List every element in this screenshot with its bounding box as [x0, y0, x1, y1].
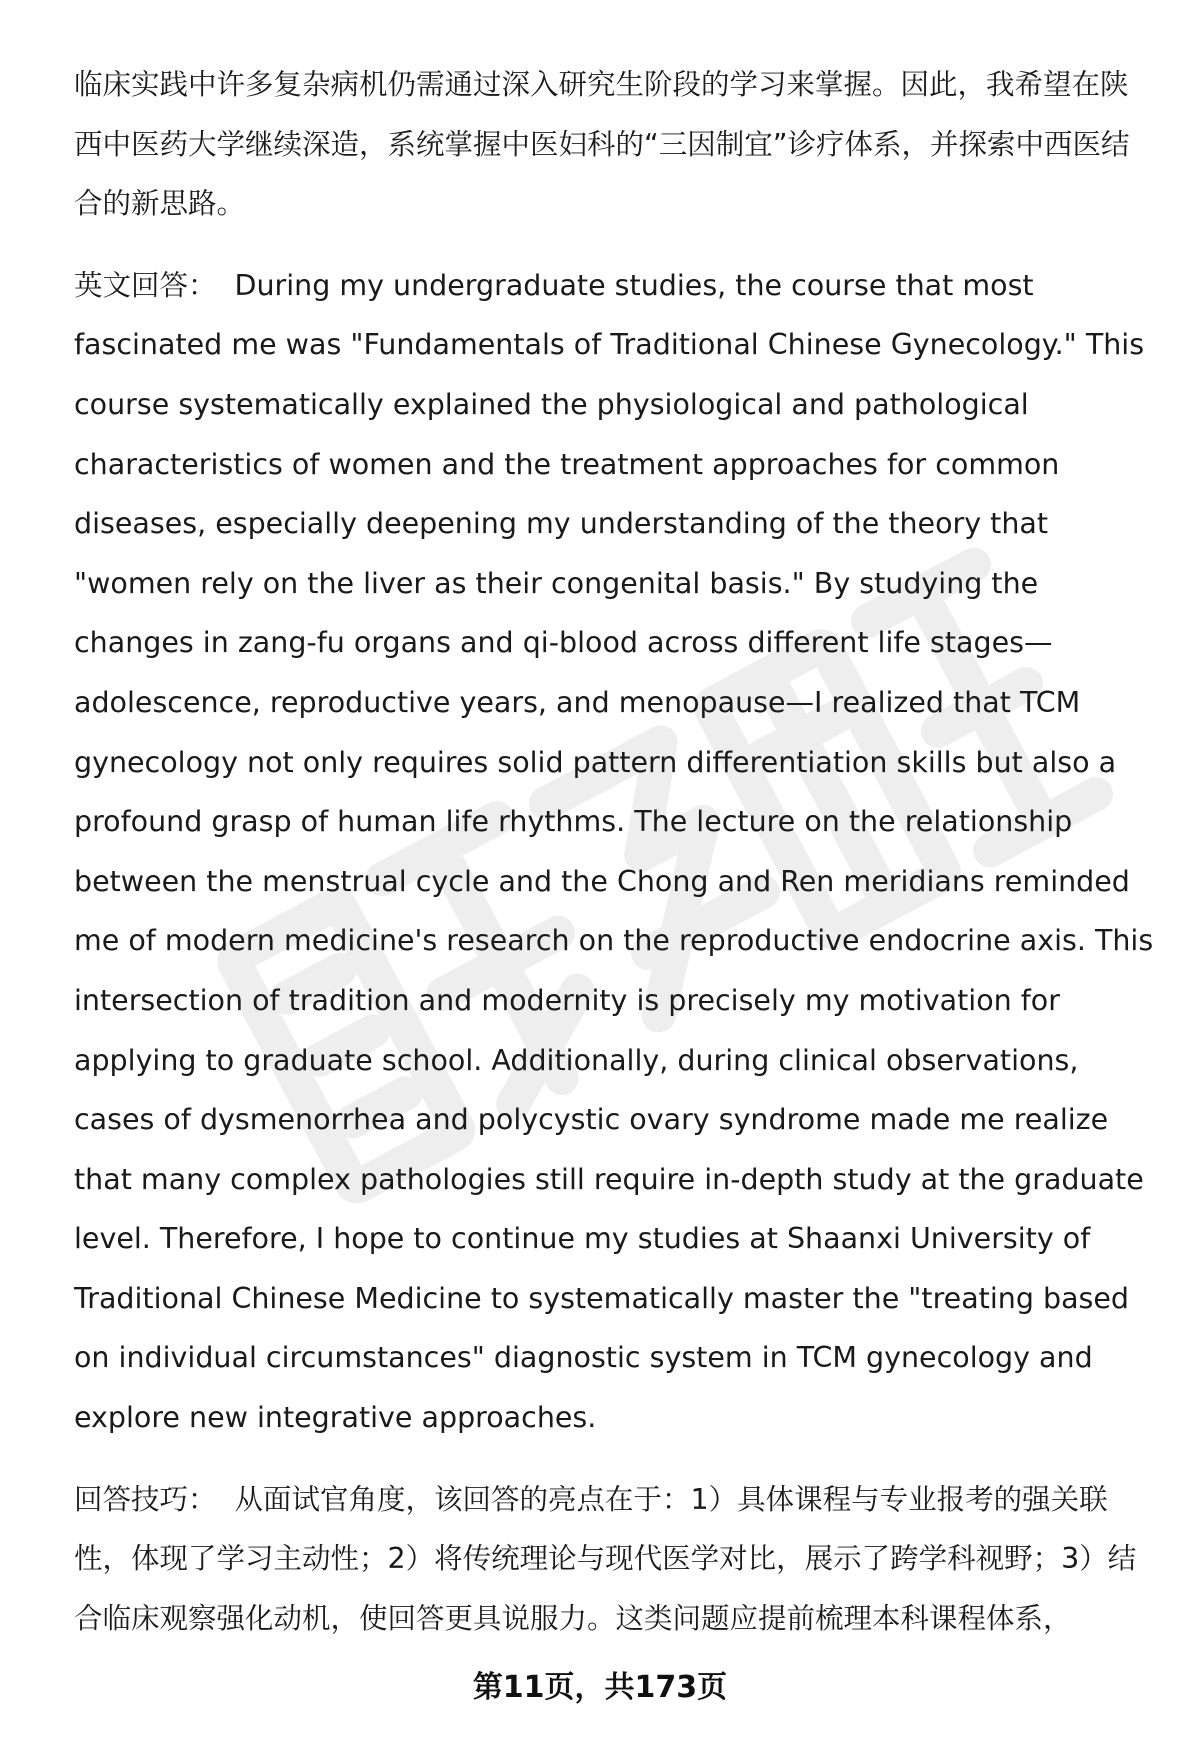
english-answer-label: 英文回答：: [74, 268, 217, 302]
english-answer-paragraph: [74, 256, 1154, 1448]
answer-tips-paragraph: [74, 1470, 1154, 1649]
english-answer-text: During my undergraduate studies, the course that most fascinated me was "Fundamentals of Traditional Chinese Gynecology." This course systematically explained the physiological and pathological characteristics of women and the treatment approaches for common diseases, especially deepening my understanding of the theory that "women rely on the liver as their congenital basis." By studying the changes in zang-fu organs and qi-blood across different life stages—adolescence, reproductive years, and menopause—I realized that TCM gynecology not only requires solid pattern differentiation skills but also a profound grasp of human life rhythms. The lecture on the relationship between the menstrual cycle and the Chong and Ren meridians reminded me of modern medicine's research on the reproductive endocrine axis. This intersection of tradition and modernity is precisely my motivation for applying to graduate school. Additionally, during clinical observations, cases of dysmenorrhea and polycystic ovary syndrome made me realize that many complex pathologies still require in-depth study at the graduate level. Therefore, I hope to continue my studies at Shaanxi University of Traditional Chinese Medicine to systematically master the "treating based on individual circumstances" diagnostic system in TCM gynecology and explore new integrative approaches.: [74, 268, 1154, 1435]
answer-tips-text: 从面试官角度，该回答的亮点在于：1）具体课程与专业报考的强关联性，体现了学习主动性；2）将传统理论与现代医学对比，展示了跨学科视野；3）结合临床观察强化动机，使回答更具说服力。这类问题应提前梳理本科课程体系，: [74, 1482, 1137, 1635]
page-content: [74, 55, 1154, 1648]
page-number-footer: 第11页，共173页: [472, 1670, 728, 1705]
answer-tips-label: 回答技巧：: [74, 1482, 217, 1516]
chinese-answer-continuation: 临床实践中许多复杂病机仍需通过深入研究生阶段的学习来掌握。因此，我希望在陕西中医药大学继续深造，系统掌握中医妇科的“三因制宜”诊疗体系，并探索中西医结合的新思路。: [74, 68, 1130, 221]
